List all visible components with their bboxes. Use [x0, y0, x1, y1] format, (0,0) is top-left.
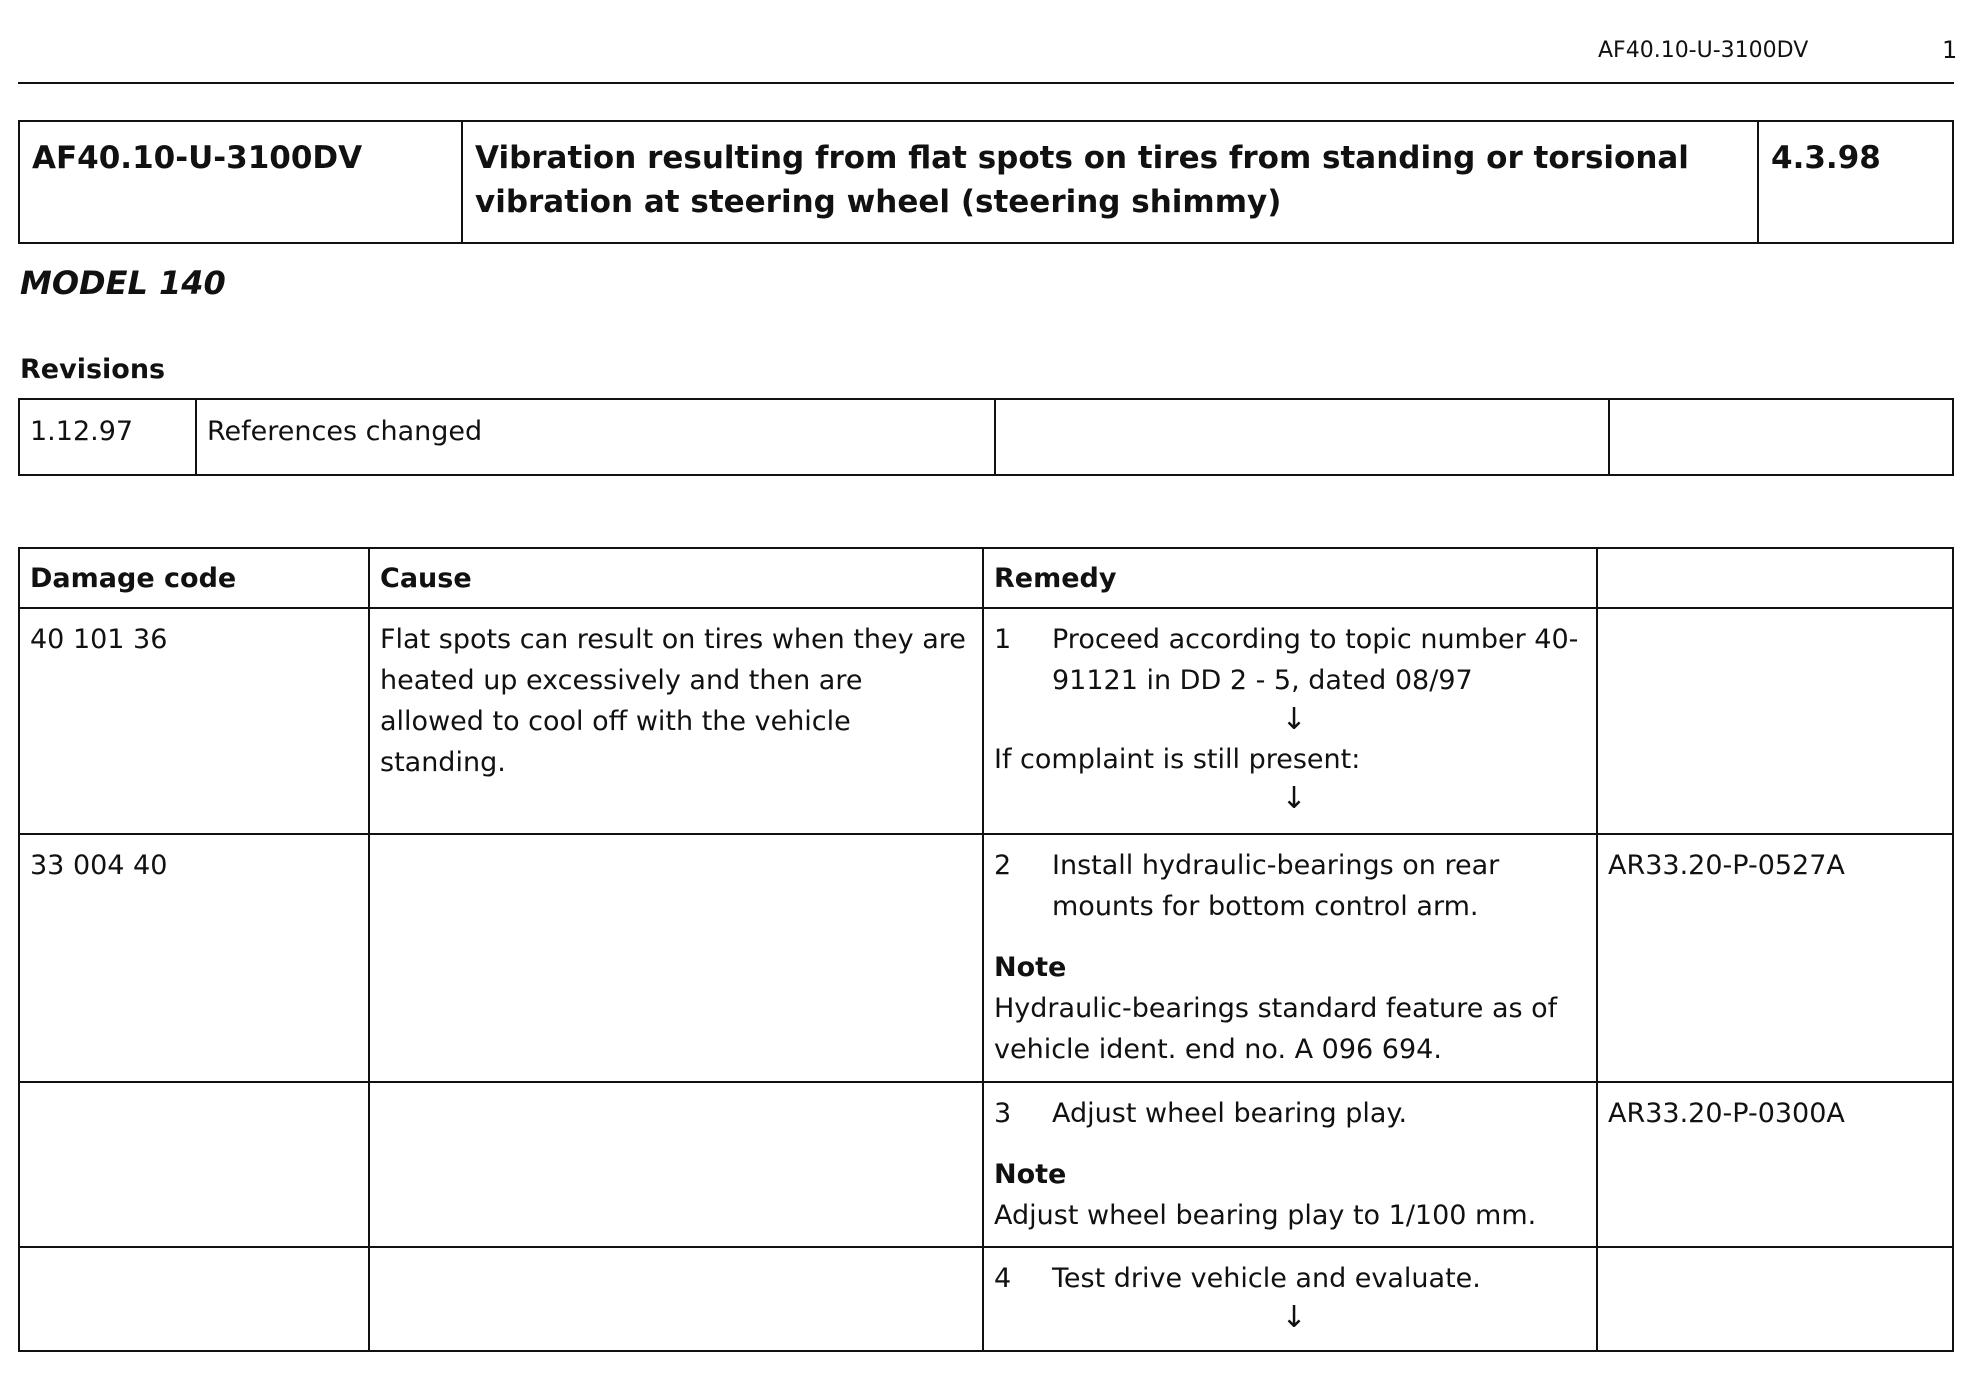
cause: [369, 834, 983, 1082]
title-table: [18, 120, 1954, 244]
remedy-step: [994, 845, 1586, 927]
remedy: [983, 608, 1597, 834]
table-row: [19, 834, 1953, 1082]
table-row: [19, 399, 1953, 475]
note-label: Note: [994, 952, 1067, 983]
cause: [369, 1082, 983, 1247]
running-header-doc-id: AF40.10-U-3100DV: [1598, 38, 1809, 63]
damage-code: 40 101 36: [19, 608, 369, 834]
step-number: 2: [994, 850, 1012, 881]
table-row: [19, 1082, 1953, 1247]
step-text: Adjust wheel bearing play.: [1052, 1098, 1408, 1129]
title-doc-id: AF40.10-U-3100DV: [19, 121, 462, 243]
reference: [1597, 608, 1953, 834]
diagnosis-table: [18, 547, 1954, 1352]
revisions-table: [18, 398, 1954, 476]
revision-text: References changed: [196, 399, 995, 475]
table-header-row: [19, 548, 1953, 608]
remedy: [983, 834, 1597, 1082]
reference: [1597, 1247, 1953, 1351]
title-date: 4.3.98: [1758, 121, 1953, 243]
remedy-step: [994, 619, 1586, 701]
step-text: Test drive vehicle and evaluate.: [1052, 1263, 1481, 1294]
down-arrow-icon: ↓: [1281, 781, 1307, 816]
down-arrow-icon: ↓: [1281, 702, 1307, 737]
note-label: Note: [994, 1159, 1067, 1190]
note-text: Adjust wheel bearing play to 1/100 mm.: [994, 1200, 1537, 1231]
revision-cell-4: [1609, 399, 1953, 475]
header-reference: [1597, 548, 1953, 608]
remedy-step: [994, 1093, 1586, 1134]
note-text: Hydraulic-bearings standard feature as of vehicle ident. end no. A 096 694.: [994, 993, 1558, 1065]
table-row: [19, 1247, 1953, 1351]
reference: AR33.20-P-0300A: [1597, 1082, 1953, 1247]
page-number: 1: [1942, 36, 1958, 64]
remedy: [983, 1247, 1597, 1351]
revisions-label: Revisions: [20, 354, 166, 385]
remedy-step: [994, 1258, 1586, 1299]
header-rule: [18, 82, 1954, 84]
step-number: 1: [994, 624, 1012, 655]
down-arrow-icon: ↓: [1281, 1300, 1307, 1335]
step-number: 4: [994, 1263, 1012, 1294]
step-number: 3: [994, 1098, 1012, 1129]
cause: [369, 1247, 983, 1351]
damage-code: [19, 1247, 369, 1351]
header-damage-code: Damage code: [19, 548, 369, 608]
revision-cell-3: [995, 399, 1609, 475]
header-cause: Cause: [369, 548, 983, 608]
damage-code: [19, 1082, 369, 1247]
condition-text: If complaint is still present:: [994, 744, 1361, 775]
model-heading: MODEL 140: [20, 264, 226, 302]
cause: Flat spots can result on tires when they are heated up excessively and then are allowed to cool off with the vehicle standing.: [369, 608, 983, 834]
table-row: [19, 608, 1953, 834]
reference: AR33.20-P-0527A: [1597, 834, 1953, 1082]
document-title: Vibration resulting from flat spots on tires from standing or torsional vibration at steering wheel (steering shimmy): [462, 121, 1758, 243]
revision-date: 1.12.97: [19, 399, 196, 475]
step-text: Proceed according to topic number 40-91121 in DD 2 - 5, dated 08/97: [1052, 624, 1579, 696]
remedy: [983, 1082, 1597, 1247]
step-text: Install hydraulic-bearings on rear mounts for bottom control arm.: [1052, 850, 1500, 922]
damage-code: 33 004 40: [19, 834, 369, 1082]
header-remedy: Remedy: [983, 548, 1597, 608]
